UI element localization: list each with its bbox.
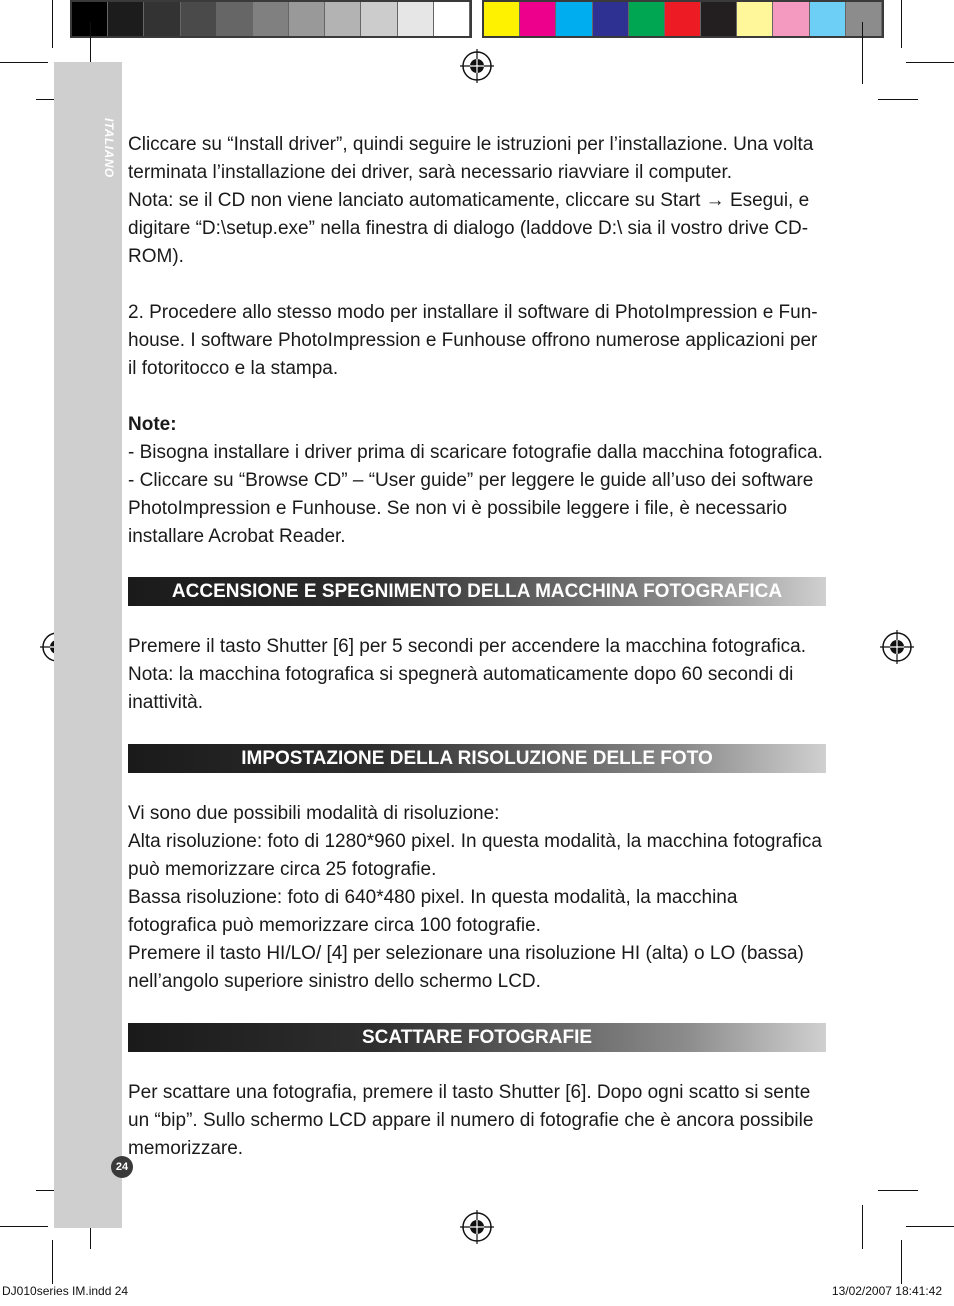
resolution-high: Alta risoluzione: foto di 1280*960 pixel. In questa modalità, la macchina fotografica può memorizzare circa 25 fotografie.: [128, 831, 822, 880]
footer-filename: DJ010series IM.indd 24: [2, 1284, 129, 1298]
language-label: ITALIANO: [102, 118, 116, 178]
color-swatch: [217, 2, 253, 36]
power-note: Nota: la macchina fotografica si spegnerà automaticamente dopo 60 secondi di inattività.: [128, 664, 794, 713]
page-sidebar: [54, 62, 122, 1228]
color-swatch: [846, 2, 882, 36]
crop-mark: [878, 1190, 918, 1191]
section-heading-power: ACCENSIONE E SPEGNIMENTO DELLA MACCHINA FOTOGRAFICA: [128, 577, 826, 606]
page-number-badge: 24: [111, 1156, 133, 1178]
color-swatch: [737, 2, 773, 36]
crop-mark: [906, 1226, 954, 1227]
registration-mark-icon: [880, 630, 914, 664]
step-2-paragraph: 2. Procedere allo stesso modo per installare il software di PhotoImpression e Fun-house. I software PhotoImpression e Funhouse offrono numerose applicazioni per il fotoritocco e la stampa.: [128, 302, 818, 379]
crop-mark: [901, 0, 902, 48]
section-heading-resolution: IMPOSTAZIONE DELLA RISOLUZIONE DELLE FOTO: [128, 744, 826, 773]
crop-mark: [878, 99, 918, 100]
color-swatch: [144, 2, 180, 36]
color-swatch: [434, 2, 470, 36]
color-swatch: [484, 2, 520, 36]
color-swatch: [520, 2, 556, 36]
crop-mark: [901, 1240, 902, 1284]
intro-note: Nota: se il CD non viene lanciato automaticamente, cliccare su Start → Esegui, e digitare “D:\setup.exe” nella finestra di dialogo (laddove D:\ sia il vostro drive CD-ROM).: [128, 190, 810, 267]
intro-paragraph: Cliccare su “Install driver”, quindi seguire le istruzioni per l’installazione. Una volta terminata l’installazione dei driver, sarà necessario riavviare il computer.: [128, 134, 814, 183]
color-calibration-bar: [482, 0, 884, 38]
color-swatch: [629, 2, 665, 36]
color-swatch: [398, 2, 434, 36]
crop-mark: [906, 62, 954, 63]
color-swatch: [325, 2, 361, 36]
color-swatch: [253, 2, 289, 36]
crop-mark: [0, 1226, 48, 1227]
color-swatch: [556, 2, 592, 36]
photos-paragraph: Per scattare una fotografia, premere il tasto Shutter [6]. Dopo ogni scatto si sente un “bip”. Sullo schermo LCD appare il numero di fotografie che è ancora possibile memorizzare.: [128, 1082, 814, 1159]
resolution-paragraph: Vi sono due possibili modalità di risoluzione:: [128, 803, 500, 824]
note-item: - Cliccare su “Browse CD” – “User guide” per leggere le guide all’uso dei software PhotoImpression e Funhouse. Se non vi è possibile leggere i file, è necessario installare Acrobat Reader.: [128, 470, 814, 547]
registration-mark-icon: [460, 49, 494, 83]
color-swatch: [361, 2, 397, 36]
resolution-instruction: Premere il tasto HI/LO/ [4] per selezionare una risoluzione HI (alta) o LO (bassa) nell’angolo superiore sinistro dello schermo LCD.: [128, 943, 804, 992]
color-swatch: [810, 2, 846, 36]
crop-mark: [52, 0, 53, 48]
footer-timestamp: 13/02/2007 18:41:42: [831, 1284, 942, 1298]
power-paragraph: Premere il tasto Shutter [6] per 5 secondi per accendere la macchina fotografica.: [128, 636, 807, 657]
color-swatch: [701, 2, 737, 36]
crop-mark: [862, 1205, 863, 1249]
note-item: - Bisogna installare i driver prima di scaricare fotografie dalla macchina fotografica.: [128, 442, 823, 463]
grayscale-calibration-bar: [70, 0, 472, 38]
color-swatch: [665, 2, 701, 36]
crop-mark: [52, 1240, 53, 1284]
color-swatch: [593, 2, 629, 36]
notes-heading: Note:: [128, 414, 177, 435]
crop-mark: [0, 62, 48, 63]
registration-mark-icon: [460, 1210, 494, 1244]
page-content: [128, 131, 826, 1163]
section-heading-photos: SCATTARE FOTOGRAFIE: [128, 1023, 826, 1052]
color-swatch: [289, 2, 325, 36]
crop-mark: [862, 22, 863, 84]
resolution-low: Bassa risoluzione: foto di 640*480 pixel. In questa modalità, la macchina fotografica può memorizzare circa 100 fotografie.: [128, 887, 738, 936]
color-swatch: [773, 2, 809, 36]
color-swatch: [108, 2, 144, 36]
color-swatch: [181, 2, 217, 36]
